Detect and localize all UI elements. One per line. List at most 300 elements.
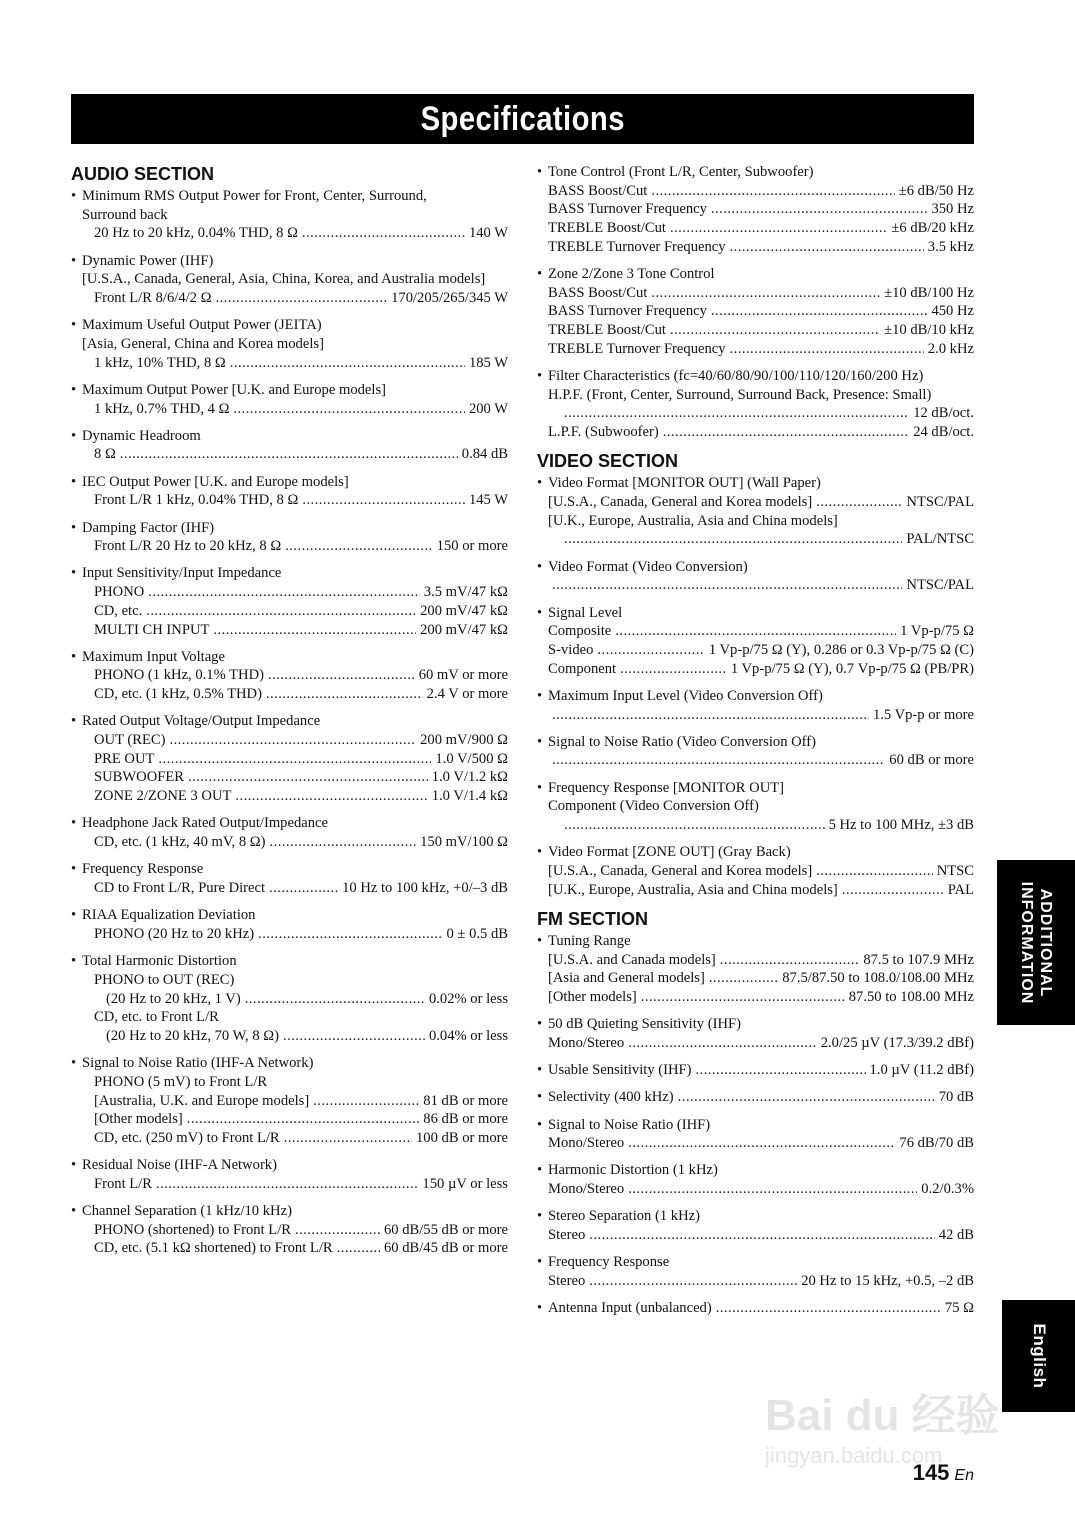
- spec-value: 0.2/0.3%: [921, 1181, 974, 1198]
- spec-value: 60 dB/45 dB or more: [383, 1240, 508, 1257]
- dot-leader: [188, 768, 428, 787]
- spec-label: S-video: [548, 641, 594, 658]
- spec-label: PRE OUT: [94, 750, 155, 767]
- spec-item: [71, 860, 508, 897]
- spec-line: [71, 1092, 508, 1111]
- spec-value: 60 mV or more: [418, 667, 508, 684]
- spec-label: Surround back: [82, 206, 168, 223]
- spec-label: CD, etc. to Front L/R: [94, 1009, 219, 1026]
- dot-leader: [628, 1134, 895, 1153]
- dot-leader: [709, 969, 778, 988]
- spec-value: 140 W: [468, 225, 508, 242]
- spec-label: CD, etc.: [94, 602, 143, 619]
- dot-leader: [711, 302, 928, 321]
- spec-value: PAL: [947, 881, 974, 898]
- spec-line: [71, 750, 508, 769]
- spec-value: 200 mV/47 kΩ: [420, 621, 508, 638]
- spec-item: [537, 604, 974, 679]
- spec-item: [71, 952, 508, 1046]
- spec-title: • Signal to Noise Ratio (IHF-A Network): [71, 1054, 508, 1073]
- spec-value: 87.5 to 107.9 MHz: [863, 951, 974, 968]
- spec-value: 150 µV or less: [422, 1175, 508, 1192]
- spec-value: 2.0/25 µV (17.3/39.2 dBf): [820, 1034, 974, 1051]
- spec-value: 150 mV/100 Ω: [420, 834, 508, 851]
- dot-leader: [730, 340, 924, 359]
- spec-item: [537, 687, 974, 724]
- spec-title: • Rated Output Voltage/Output Impedance: [71, 712, 508, 731]
- spec-title: • Video Format [ZONE OUT] (Gray Back): [537, 843, 974, 862]
- dot-leader: [230, 354, 465, 373]
- spec-line: [537, 1180, 974, 1199]
- spec-title: • Maximum Input Voltage: [71, 648, 508, 667]
- spec-value: NTSC/PAL: [906, 577, 974, 594]
- spec-label: 20 Hz to 20 kHz, 0.04% THD, 8 Ω: [94, 225, 298, 242]
- page-title: Specifications: [420, 99, 625, 138]
- spec-label: [U.S.A., Canada, General and Korea models]: [548, 863, 813, 879]
- spec-label: Front L/R: [94, 1175, 152, 1192]
- additional-information-tab[interactable]: [997, 860, 1075, 1025]
- dot-leader: [620, 660, 727, 679]
- spec-line: [71, 1110, 508, 1129]
- page-title-bar: [71, 94, 974, 144]
- spec-label: PHONO: [94, 584, 145, 601]
- spec-label: Stereo: [548, 1272, 586, 1289]
- dot-leader: [663, 423, 909, 442]
- spec-label: TREBLE Boost/Cut: [548, 322, 666, 339]
- spec-line: [537, 660, 974, 679]
- spec-title: • Filter Characteristics (fc=40/60/80/90/100/110/120/160/200 Hz): [537, 367, 974, 386]
- spec-value: 1.0 V/500 Ω: [435, 750, 508, 767]
- spec-line: [537, 182, 974, 201]
- spec-value: 200 mV/900 Ω: [420, 732, 508, 749]
- dot-leader: [615, 622, 896, 641]
- spec-label: (20 Hz to 20 kHz, 70 W, 8 Ω): [106, 1027, 279, 1044]
- spec-label: [U.S.A. and Canada models]: [548, 951, 716, 968]
- spec-item: [537, 558, 974, 595]
- section-heading: FM SECTION: [537, 908, 648, 929]
- dot-leader: [628, 1034, 817, 1053]
- spec-item: [71, 1156, 508, 1193]
- spec-line: [71, 925, 508, 944]
- spec-value: ±10 dB/10 kHz: [884, 322, 974, 339]
- spec-value: 350 Hz: [931, 201, 974, 218]
- spec-line: [537, 576, 974, 595]
- spec-label: CD, etc. (1 kHz, 40 mV, 8 Ω): [94, 834, 266, 851]
- spec-title-text: • Antenna Input (unbalanced): [548, 1300, 712, 1317]
- spec-title: • 50 dB Quieting Sensitivity (IHF): [537, 1015, 974, 1034]
- spec-label: PHONO to OUT (REC): [94, 971, 235, 988]
- spec-line: [537, 862, 974, 881]
- dot-leader: [158, 750, 431, 769]
- spec-title: • Dynamic Power (IHF): [71, 252, 508, 271]
- spec-line: [71, 1027, 508, 1046]
- spec-title: • Signal Level: [537, 604, 974, 623]
- spec-item: [71, 1202, 508, 1258]
- spec-label: SUBWOOFER: [94, 769, 185, 786]
- dot-leader: [720, 951, 860, 970]
- spec-label: 1 kHz, 10% THD, 8 Ω: [94, 354, 226, 371]
- spec-value: 1.5 Vp-p or more: [872, 706, 974, 723]
- spec-label: PHONO (1 kHz, 0.1% THD): [94, 667, 264, 684]
- spec-value: 1.0 V/1.2 kΩ: [431, 769, 508, 786]
- watermark-url: jingyan.baidu.com: [765, 1443, 943, 1468]
- dot-leader: [670, 219, 887, 238]
- spec-label: BASS Turnover Frequency: [548, 303, 707, 320]
- dot-leader: [711, 200, 928, 219]
- dot-leader: [552, 576, 902, 595]
- dot-leader: [258, 925, 442, 944]
- left-column: [71, 163, 508, 1267]
- spec-line: [537, 1226, 974, 1245]
- dot-leader: [564, 404, 909, 423]
- spec-title: • Video Format (Video Conversion): [537, 558, 974, 577]
- spec-label: Mono/Stereo: [548, 1034, 625, 1051]
- spec-value: 0.04% or less: [428, 1027, 508, 1044]
- spec-value: PAL/NTSC: [906, 531, 974, 548]
- spec-value: 0 ± 0.5 dB: [446, 925, 508, 942]
- watermark-brand: Bai du 经验: [765, 1391, 1000, 1440]
- spec-label: CD, etc. (1 kHz, 0.5% THD): [94, 686, 262, 703]
- spec-value: 10 Hz to 100 kHz, +0/–3 dB: [342, 880, 508, 896]
- dot-leader: [156, 1175, 418, 1194]
- baidu-watermark-logo: [765, 1385, 1015, 1470]
- spec-value: 1 Vp-p/75 Ω (Y), 0.7 Vp-p/75 Ω (PB/PR): [730, 660, 974, 677]
- spec-value: 1.0 µV (11.2 dBf): [869, 1062, 974, 1079]
- dot-leader: [285, 537, 432, 556]
- dot-leader: [269, 879, 338, 898]
- spec-value: 1.0 V/1.4 kΩ: [431, 788, 508, 805]
- spec-line: [71, 621, 508, 640]
- dot-leader: [696, 1061, 866, 1080]
- spec-title: • IEC Output Power [U.K. and Europe models]: [71, 473, 508, 492]
- spec-item: [537, 1015, 974, 1052]
- spec-line: [71, 787, 508, 806]
- spec-item: [537, 1088, 974, 1107]
- spec-item: [537, 265, 974, 359]
- dot-leader: [120, 445, 458, 464]
- dot-leader: [716, 1299, 941, 1318]
- spec-label: (20 Hz to 20 kHz, 1 V): [106, 990, 241, 1007]
- spec-line: [537, 200, 974, 219]
- spec-line: [71, 1175, 508, 1194]
- dot-leader: [552, 751, 885, 770]
- spec-title: • Tone Control (Front L/R, Center, Subwoofer): [537, 163, 974, 182]
- spec-label: Front L/R 8/6/4/2 Ω: [94, 290, 212, 307]
- spec-label: 1 kHz, 0.7% THD, 4 Ω: [94, 400, 230, 417]
- spec-line: [537, 238, 974, 257]
- spec-value: 12 dB/oct.: [913, 405, 974, 422]
- spec-title: • Harmonic Distortion (1 kHz): [537, 1161, 974, 1180]
- spec-item: [71, 712, 508, 806]
- dot-leader: [268, 666, 415, 685]
- spec-line: [71, 445, 508, 464]
- spec-item: [537, 1207, 974, 1244]
- dot-leader: [266, 685, 423, 704]
- dot-leader: [564, 530, 902, 549]
- dot-leader: [651, 284, 880, 303]
- spec-label: [Australia, U.K. and Europe models]: [94, 1092, 310, 1109]
- spec-line: [71, 666, 508, 685]
- spec-item: [71, 316, 508, 372]
- spec-value: 185 W: [468, 354, 508, 371]
- spec-item: [537, 843, 974, 899]
- spec-item: [71, 187, 508, 243]
- spec-line: [537, 493, 974, 512]
- spec-value: 1 Vp-p/75 Ω: [900, 623, 974, 640]
- dot-leader: [187, 1110, 420, 1129]
- spec-line: [537, 404, 974, 423]
- spec-value: 100 dB or more: [415, 1129, 508, 1146]
- dot-leader: [552, 706, 869, 725]
- spec-label: [Other models]: [94, 1111, 183, 1128]
- spec-item: [71, 1054, 508, 1148]
- spec-title-text: • Usable Sensitivity (IHF): [548, 1062, 692, 1079]
- dot-leader: [245, 990, 425, 1009]
- spec-value: 24 dB/oct.: [913, 424, 974, 441]
- spec-value: 200 mV/47 kΩ: [420, 602, 508, 619]
- spec-line: [71, 833, 508, 852]
- dot-leader: [270, 833, 417, 852]
- dot-leader: [816, 493, 902, 512]
- spec-label: PHONO (5 mV) to Front L/R: [94, 1073, 268, 1090]
- spec-line: [537, 530, 974, 549]
- spec-line: [71, 768, 508, 787]
- spec-title: [537, 1299, 974, 1318]
- tab-label-line2: INFORMATION: [1018, 881, 1035, 1004]
- spec-value: 76 dB/70 dB: [899, 1135, 974, 1152]
- spec-label: Front L/R 20 Hz to 20 kHz, 8 Ω: [94, 538, 282, 555]
- spec-item: [71, 252, 508, 308]
- spec-line: [71, 1221, 508, 1240]
- spec-value: 42 dB: [938, 1227, 974, 1244]
- dot-leader: [235, 787, 427, 806]
- spec-line: [537, 302, 974, 321]
- spec-value: 2.4 V or more: [426, 686, 508, 703]
- page-number: 145: [912, 1460, 950, 1485]
- spec-item: [537, 1299, 974, 1318]
- spec-line: [71, 879, 508, 898]
- spec-item: [537, 1116, 974, 1153]
- spec-title: • Dynamic Headroom: [71, 427, 508, 446]
- spec-value: 150 or more: [436, 538, 508, 555]
- dot-leader: [842, 881, 944, 900]
- spec-value: 87.5/87.50 to 108.0/108.00 MHz: [782, 970, 974, 987]
- dot-leader: [215, 289, 387, 308]
- spec-line: [71, 224, 508, 243]
- spec-title: • Frequency Response [MONITOR OUT]: [537, 779, 974, 798]
- spec-title: [537, 1088, 974, 1107]
- spec-value: 450 Hz: [931, 303, 974, 320]
- spec-label: [U.S.A., Canada, General, Asia, China, Korea, and Australia models]: [82, 271, 486, 288]
- dot-leader: [313, 1092, 419, 1111]
- spec-line: [71, 731, 508, 750]
- dot-leader: [670, 321, 880, 340]
- spec-line: [537, 751, 974, 770]
- spec-line: [71, 583, 508, 602]
- spec-line: [71, 1239, 508, 1258]
- spec-label: Component: [548, 660, 617, 677]
- spec-item: [537, 1061, 974, 1080]
- spec-line: [71, 289, 508, 308]
- spec-value: 3.5 mV/47 kΩ: [423, 584, 508, 601]
- spec-value: 86 dB or more: [423, 1111, 508, 1128]
- spec-title: • Signal to Noise Ratio (Video Conversion Off): [537, 733, 974, 752]
- spec-label: CD to Front L/R, Pure Direct: [94, 880, 266, 896]
- spec-value: NTSC/PAL: [906, 494, 974, 511]
- tab-label-line1: ADDITIONAL: [1037, 888, 1054, 997]
- spec-item: [537, 474, 974, 549]
- spec-line: [71, 602, 508, 621]
- spec-title: • Frequency Response: [537, 1253, 974, 1272]
- spec-line: [71, 400, 508, 419]
- spec-title: • Maximum Useful Output Power (JEITA): [71, 316, 508, 335]
- spec-line: [71, 537, 508, 556]
- spec-line: [537, 622, 974, 641]
- spec-label: L.P.F. (Subwoofer): [548, 424, 659, 441]
- spec-line: [537, 1134, 974, 1153]
- section-heading: AUDIO SECTION: [71, 164, 215, 184]
- spec-label: BASS Boost/Cut: [548, 182, 648, 199]
- spec-label: [Other models]: [548, 989, 637, 1006]
- spec-label: H.P.F. (Front, Center, Surround, Surround Back, Presence: Small): [548, 386, 932, 403]
- spec-item: [71, 519, 508, 556]
- spec-item: [71, 427, 508, 464]
- page-footer: [913, 1460, 974, 1486]
- spec-line: [537, 969, 974, 988]
- spec-value: 2.0 kHz: [927, 340, 974, 357]
- spec-item: [71, 381, 508, 418]
- spec-label: ZONE 2/ZONE 3 OUT: [94, 788, 232, 805]
- dot-leader: [283, 1027, 425, 1046]
- dot-leader: [146, 602, 416, 621]
- spec-item: [537, 932, 974, 1007]
- spec-value: 20 Hz to 15 kHz, +0.5, –2 dB: [801, 1272, 974, 1289]
- spec-line: [537, 321, 974, 340]
- spec-title: • Residual Noise (IHF-A Network): [71, 1156, 508, 1175]
- spec-label: PHONO (20 Hz to 20 kHz): [94, 925, 255, 942]
- spec-value: 170/205/265/345 W: [391, 290, 508, 307]
- dot-leader: [302, 224, 465, 243]
- dot-leader: [816, 862, 932, 881]
- spec-item: [71, 473, 508, 510]
- spec-label: Mono/Stereo: [548, 1181, 625, 1198]
- spec-item: [71, 814, 508, 851]
- spec-line: [71, 491, 508, 510]
- spec-value: 3.5 kHz: [927, 238, 974, 255]
- spec-title-text: • Selectivity (400 kHz): [548, 1089, 674, 1106]
- spec-title: • Input Sensitivity/Input Impedance: [71, 564, 508, 583]
- spec-line: [537, 641, 974, 660]
- spec-label: BASS Boost/Cut: [548, 284, 648, 301]
- spec-title: • Maximum Output Power [U.K. and Europe models]: [71, 381, 508, 400]
- spec-line: [537, 988, 974, 1007]
- page-language-suffix: En: [954, 1467, 974, 1484]
- spec-value: 81 dB or more: [423, 1092, 508, 1109]
- spec-value: 87.50 to 108.00 MHz: [848, 989, 974, 1006]
- spec-label: Composite: [548, 623, 612, 640]
- spec-value: 145 W: [468, 492, 508, 509]
- spec-value: ±6 dB/20 kHz: [891, 220, 974, 237]
- dot-leader: [337, 1239, 380, 1258]
- spec-title: • Frequency Response: [71, 860, 508, 879]
- spec-title: • Maximum Input Level (Video Conversion Off): [537, 687, 974, 706]
- dot-leader: [169, 731, 416, 750]
- dot-leader: [678, 1088, 935, 1107]
- spec-line: [537, 1034, 974, 1053]
- dot-leader: [213, 621, 416, 640]
- spec-label: TREBLE Turnover Frequency: [548, 340, 726, 357]
- spec-label: [Asia, General, China and Korea models]: [82, 335, 324, 352]
- spec-label: OUT (REC): [94, 732, 166, 749]
- spec-label: Front L/R 1 kHz, 0.04% THD, 8 Ω: [94, 492, 299, 509]
- spec-item: [71, 648, 508, 704]
- dot-leader: [284, 1129, 412, 1148]
- spec-item: [537, 779, 974, 835]
- spec-value: 70 dB: [938, 1089, 974, 1106]
- spec-value: 75 Ω: [944, 1300, 974, 1317]
- dot-leader: [597, 641, 704, 660]
- spec-line: [537, 881, 974, 900]
- spec-label: CD, etc. (5.1 kΩ shortened) to Front L/R: [94, 1240, 333, 1257]
- spec-title: • Tuning Range: [537, 932, 974, 951]
- spec-line: [537, 1272, 974, 1291]
- spec-title: • Signal to Noise Ratio (IHF): [537, 1116, 974, 1135]
- spec-label: TREBLE Turnover Frequency: [548, 238, 726, 255]
- spec-title: • Minimum RMS Output Power for Front, Center, Surround,: [71, 187, 508, 206]
- spec-title: • Zone 2/Zone 3 Tone Control: [537, 265, 974, 284]
- spec-value: ±6 dB/50 Hz: [898, 182, 974, 199]
- spec-label: Stereo: [548, 1227, 586, 1244]
- spec-item: [537, 1161, 974, 1198]
- spec-item: [537, 163, 974, 257]
- spec-line: [537, 706, 974, 725]
- dot-leader: [233, 400, 465, 419]
- spec-value: 60 dB or more: [889, 752, 974, 769]
- section-heading: VIDEO SECTION: [537, 451, 679, 472]
- spec-item: [537, 367, 974, 442]
- spec-value: 60 dB/55 dB or more: [383, 1221, 508, 1238]
- spec-label: PHONO (shortened) to Front L/R: [94, 1221, 292, 1238]
- dot-leader: [730, 238, 924, 257]
- spec-label: TREBLE Boost/Cut: [548, 220, 666, 237]
- spec-item: [71, 564, 508, 639]
- spec-line: [537, 284, 974, 303]
- spec-value: 0.84 dB: [461, 446, 508, 463]
- spec-item: [537, 1253, 974, 1290]
- spec-line: [71, 685, 508, 704]
- spec-line: [71, 1129, 508, 1148]
- spec-label: BASS Turnover Frequency: [548, 201, 707, 218]
- dot-leader: [148, 583, 419, 602]
- spec-value: 1 Vp-p/75 Ω (Y), 0.286 or 0.3 Vp-p/75 Ω (C): [708, 641, 974, 658]
- spec-title: • Damping Factor (IHF): [71, 519, 508, 538]
- dot-leader: [589, 1226, 934, 1245]
- dot-leader: [651, 182, 894, 201]
- dot-leader: [295, 1221, 380, 1240]
- dot-leader: [641, 988, 845, 1007]
- spec-value: 0.02% or less: [428, 990, 508, 1007]
- spec-label: [U.K., Europe, Australia, Asia and China models]: [548, 881, 838, 898]
- spec-item: [71, 906, 508, 943]
- spec-line: [71, 354, 508, 373]
- spec-item: [537, 733, 974, 770]
- spec-label: Component (Video Conversion Off): [548, 798, 759, 815]
- spec-value: 200 W: [468, 400, 508, 417]
- spec-value: ±10 dB/100 Hz: [884, 284, 974, 301]
- spec-title: • Headphone Jack Rated Output/Impedance: [71, 814, 508, 833]
- spec-title: • Channel Separation (1 kHz/10 kHz): [71, 1202, 508, 1221]
- tab-language-label: English: [1029, 1323, 1049, 1389]
